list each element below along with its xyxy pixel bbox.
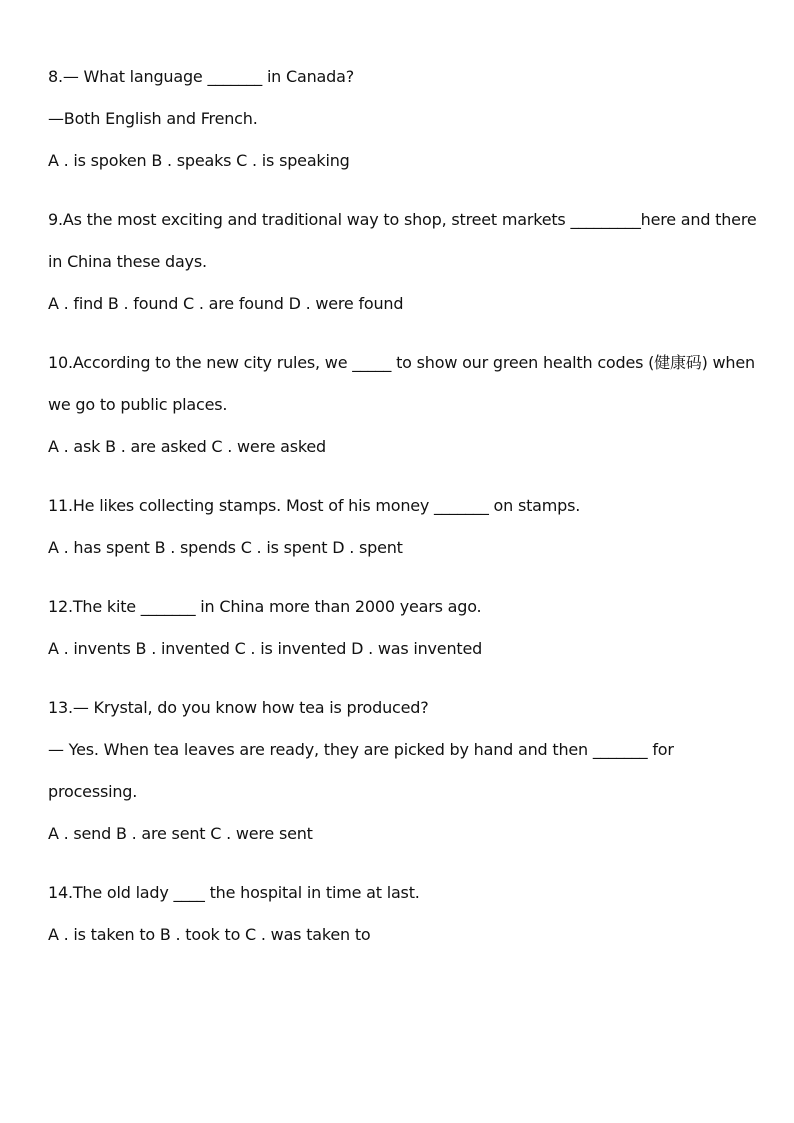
- question-10-options: A . ask B . are asked C . were asked: [48, 437, 326, 456]
- question-14: [48, 872, 748, 956]
- question-13-reply: — Yes. When tea leaves are ready, they are picked by hand and then _______ for: [48, 740, 674, 759]
- question-14-options: A . is taken to B . took to C . was taken to: [48, 925, 371, 944]
- question-10-stem: 10.According to the new city rules, we _____ to show our green health codes (健康码) when: [48, 353, 755, 372]
- question-10: [48, 342, 755, 468]
- question-13: [48, 687, 748, 855]
- question-11-options: A . has spent B . spends C . is spent D . spent: [48, 538, 403, 557]
- question-12-options: A . invents B . invented C . is invented D . was invented: [48, 639, 483, 658]
- question-9: [48, 199, 757, 325]
- question-12-stem: 12.The kite _______ in China more than 2000 years ago.: [48, 597, 482, 616]
- question-9-options: A . find B . found C . are found D . were found: [48, 294, 404, 313]
- question-8: [48, 56, 748, 182]
- question-10-stem-continued: we go to public places.: [48, 395, 228, 414]
- question-11-stem: 11.He likes collecting stamps. Most of his money _______ on stamps.: [48, 496, 581, 515]
- question-12: [48, 586, 748, 670]
- question-8-answer-line: —Both English and French.: [48, 109, 258, 128]
- question-13-stem: 13.— Krystal, do you know how tea is produced?: [48, 698, 429, 717]
- question-13-options: A . send B . are sent C . were sent: [48, 824, 313, 843]
- question-9-stem: 9.As the most exciting and traditional way to shop, street markets _________here and there: [48, 210, 757, 229]
- question-11: [48, 485, 748, 569]
- question-8-stem: 8.— What language _______ in Canada?: [48, 67, 354, 86]
- question-14-stem: 14.The old lady ____ the hospital in time at last.: [48, 883, 420, 902]
- question-13-reply-continued: processing.: [48, 782, 138, 801]
- worksheet-page: [48, 56, 757, 973]
- question-9-stem-continued: in China these days.: [48, 252, 207, 271]
- question-8-options: A . is spoken B . speaks C . is speaking: [48, 151, 350, 170]
